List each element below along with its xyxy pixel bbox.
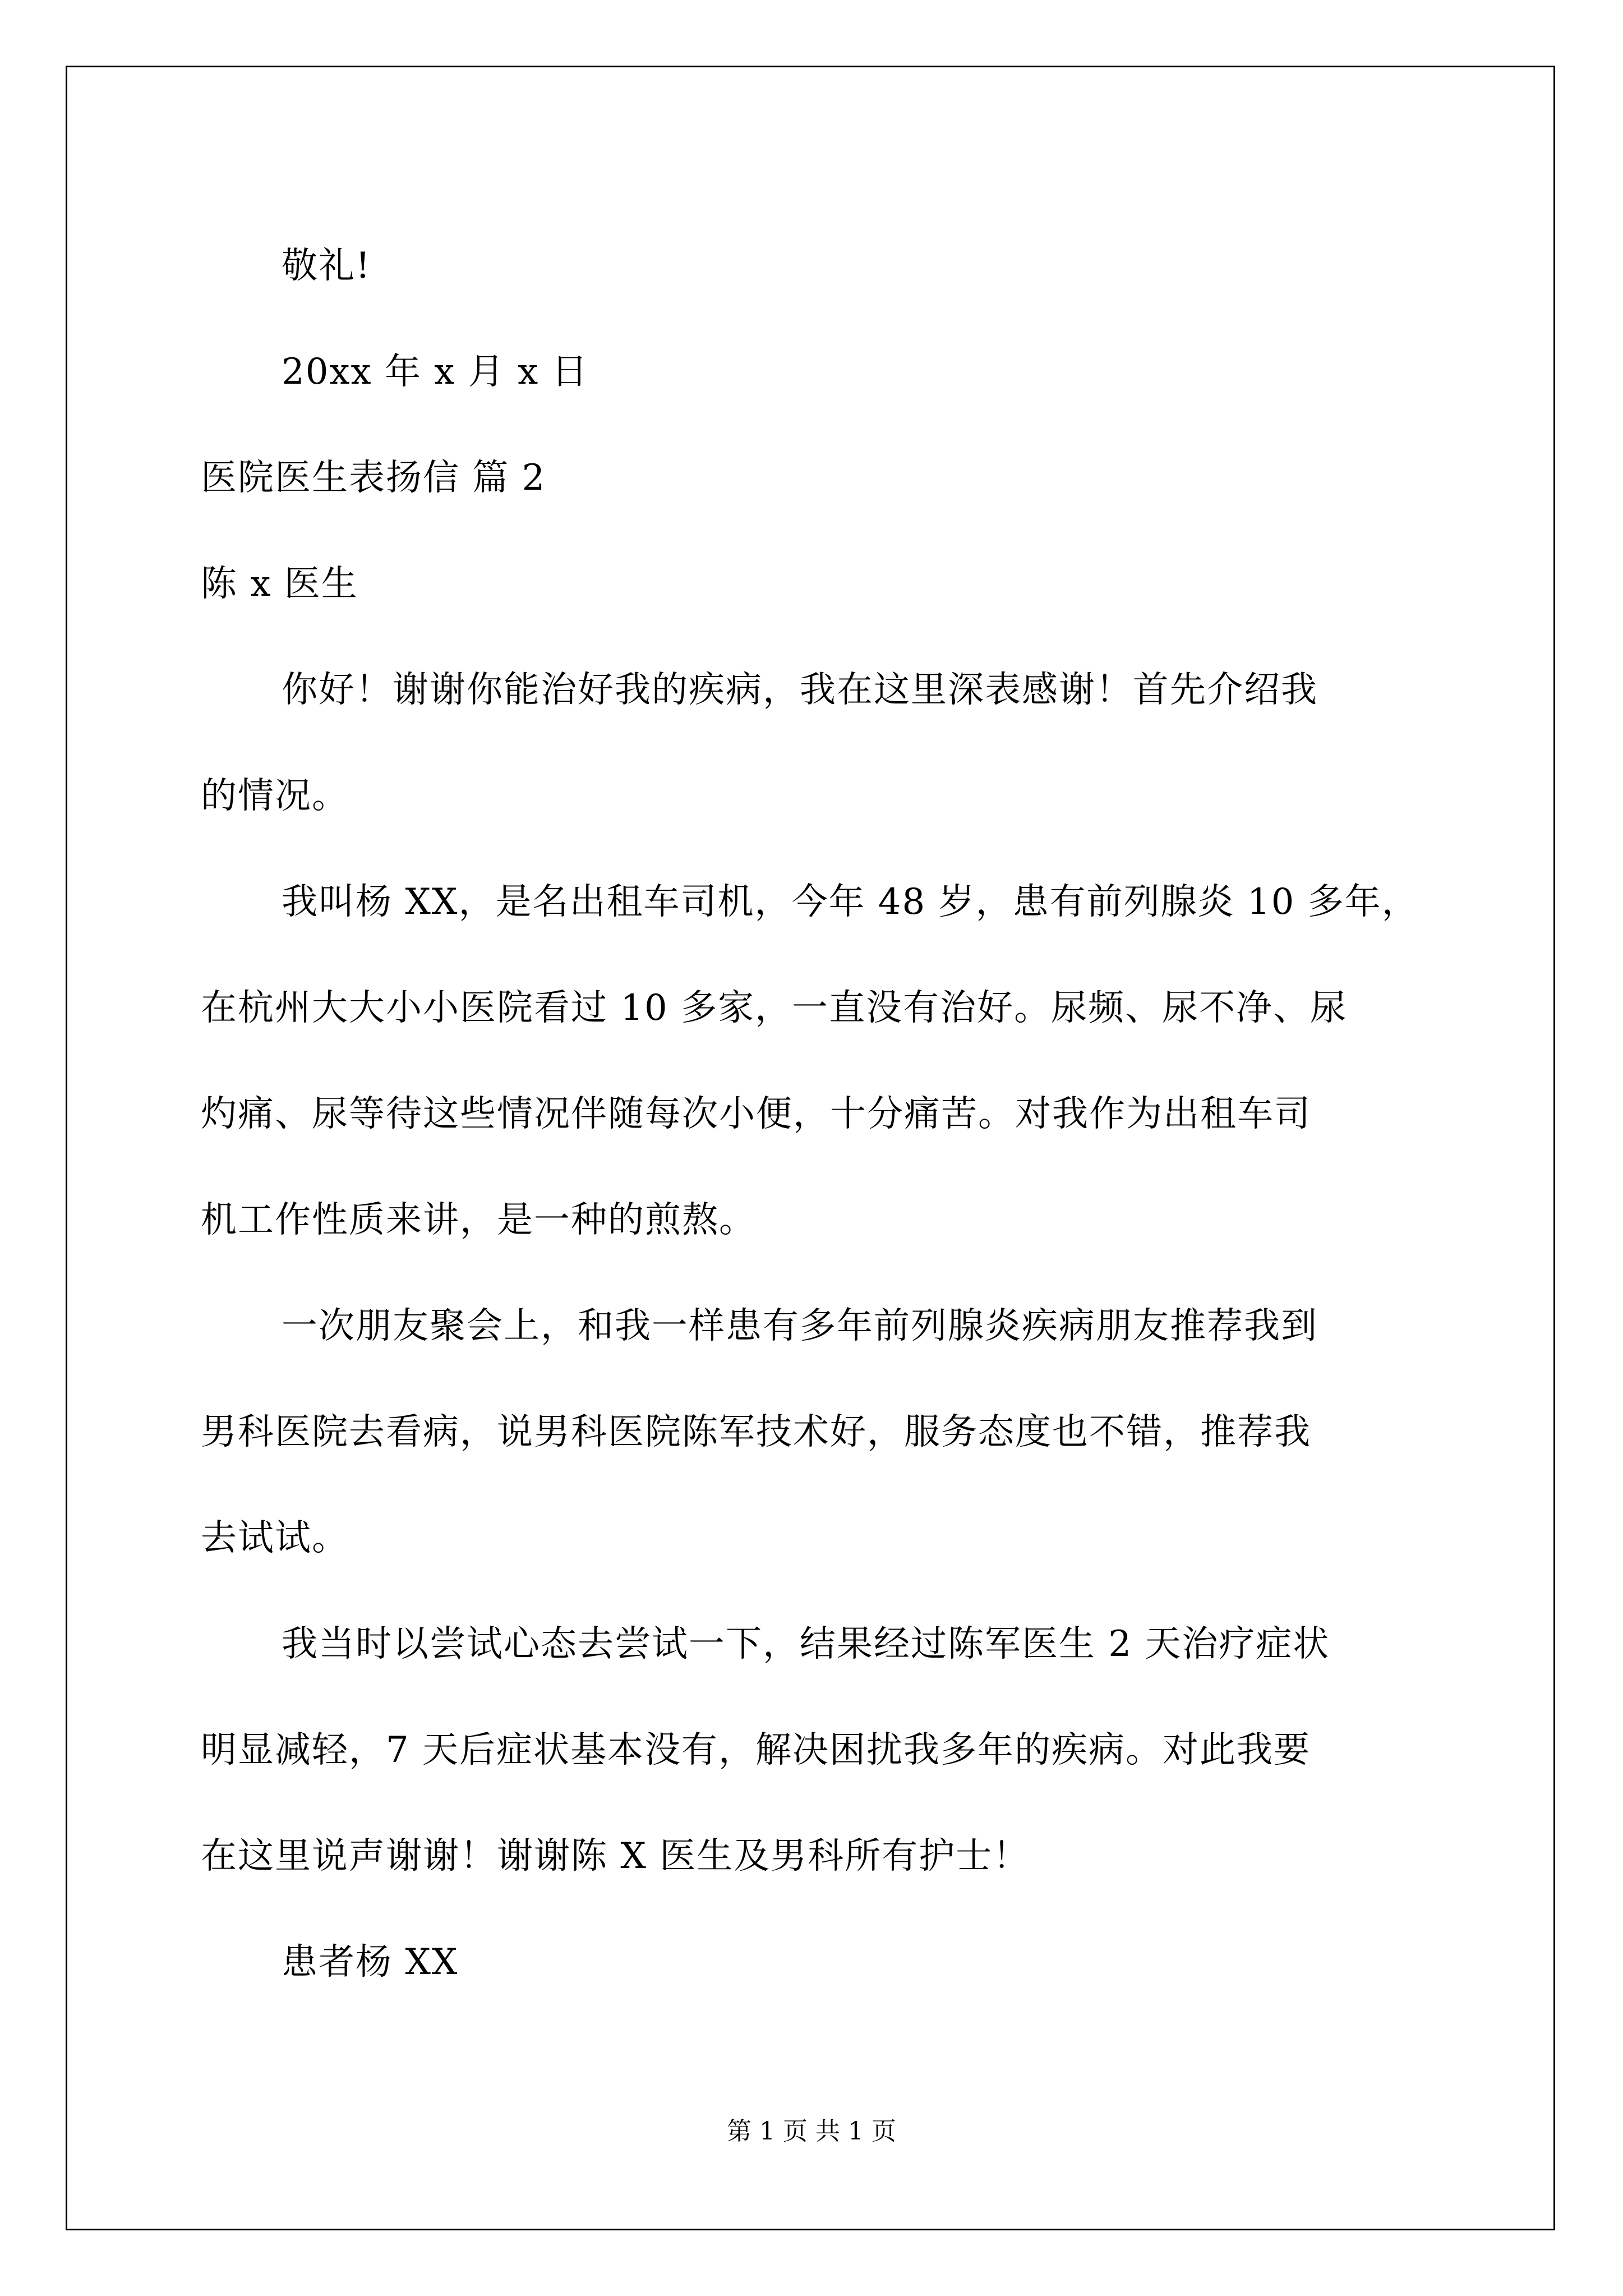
paragraph-line: 我叫杨 XX，是名出租车司机，今年 48 岁，患有前列腺炎 10 多年，: [282, 881, 1419, 923]
paragraph-line: 机工作性质来讲，是一种的煎熬。: [201, 1199, 756, 1241]
paragraph-line: 男科医院去看病，说男科医院陈军技术好，服务态度也不错，推荐我: [201, 1411, 1311, 1453]
paragraph-line: 你好！谢谢你能治好我的疾病，我在这里深表感谢！首先介绍我: [282, 669, 1318, 711]
section-heading: 医院医生表扬信 篇 2: [201, 457, 546, 499]
page-number-footer: 第 1 页 共 1 页: [727, 2117, 896, 2146]
paragraph-line: 在这里说声谢谢！谢谢陈 X 医生及男科所有护士！: [201, 1835, 1030, 1877]
recipient-name: 陈 x 医生: [201, 563, 358, 605]
signature-line: 患者杨 XX: [282, 1941, 459, 1983]
paragraph-line: 一次朋友聚会上，和我一样患有多年前列腺炎疾病朋友推荐我到: [282, 1305, 1318, 1347]
paragraph-line: 我当时以尝试心态去尝试一下，结果经过陈军医生 2 天治疗症状: [282, 1623, 1330, 1665]
paragraph-line: 灼痛、尿等待这些情况伴随每次小便，十分痛苦。对我作为出租车司: [201, 1093, 1311, 1135]
letter-date: 20xx 年 x 月 x 日: [282, 351, 589, 393]
paragraph-line: 去试试。: [201, 1517, 349, 1559]
paragraph-line: 的情况。: [201, 775, 349, 817]
paragraph-line: 明显减轻，7 天后症状基本没有，解决困扰我多年的疾病。对此我要: [201, 1729, 1311, 1771]
document-body: [201, 213, 1435, 2016]
paragraph-line: 在杭州大大小小医院看过 10 多家，一直没有治好。尿频、尿不净、尿: [201, 987, 1348, 1029]
closing-salutation: 敬礼!: [282, 245, 371, 287]
